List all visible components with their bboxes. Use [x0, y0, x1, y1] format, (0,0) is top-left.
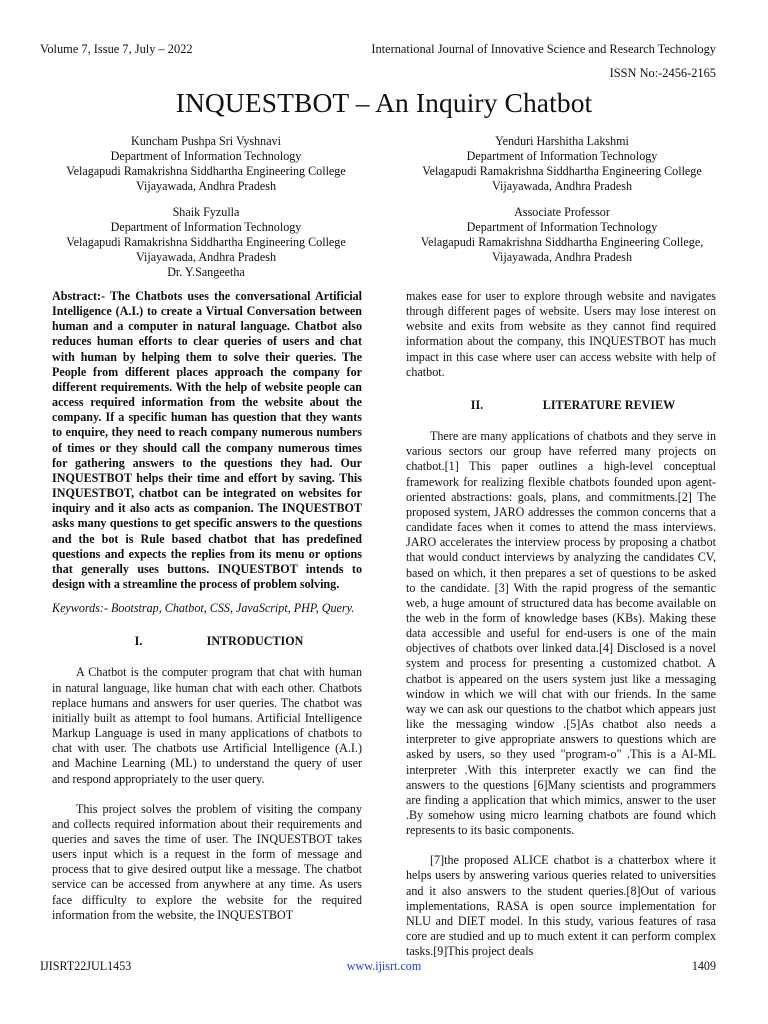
author-location: Vijayawada, Andhra Pradesh — [492, 250, 632, 265]
introduction-paragraph-2: This project solves the problem of visiting the company and collects required information about their requirements and queries and saves the time of user. The INQUESTBOT takes users input which is a request in the form of message and process that to give desired output like a message. The chatbot service can be accessed from anywhere at any time. As users face difficulty to explore the website for the required information from the website, the INQUESTBOT — [52, 801, 362, 922]
paper-title: INQUESTBOT – An Inquiry Chatbot — [175, 87, 593, 118]
left-column — [52, 289, 362, 923]
author-name: Kuncham Pushpa Sri Vyshnavi — [131, 134, 281, 148]
author-location: Vijayawada, Andhra Pradesh — [136, 250, 276, 265]
author-name: Yenduri Harshitha Lakshmi — [495, 134, 629, 148]
author-college: Velagapudi Ramakrishna Siddhartha Engineering College, — [420, 235, 704, 250]
author-name: Dr. Y.Sangeetha — [167, 265, 245, 280]
author-location: Vijayawada, Andhra Pradesh — [136, 179, 276, 194]
introduction-paragraph-1: A Chatbot is the computer program that chat with human in natural language, like human chat with each other. Chatbots replace humans and answers for user queries. The chatbot was initially built as attempt to fool humans. Artificial Intelligence Markup Language is used in many applications of chatbots to chat with user. The chatbots use Artificial Intelligence (A.I.) and Machine Learning (ML) to understand the query of user and respond appropriately to the user query. — [52, 665, 362, 786]
author-department: Department of Information Technology — [466, 149, 658, 164]
journal-volume: Volume 7, Issue 7, July – 2022 — [40, 42, 193, 56]
section-title: INTRODUCTION — [206, 634, 304, 649]
footer-paper-id: IJISRT22JUL1453 — [40, 959, 132, 973]
literature-paragraph-2: [7]the proposed ALICE chatbot is a chatterbox where it helps users by answering various queries related to universities and it also answers to the student queries.[8]Out of various implementations, RASA is open source implementation for NLU and DIET model. In this study, various features of rasa core are studied and up to much extent it can perform complex tasks.[9]This project deals — [406, 853, 716, 959]
author-block-4 — [392, 205, 732, 265]
footer-page-number: 1409 — [691, 959, 716, 973]
section-number: I. — [134, 634, 143, 649]
author-department: Department of Information Technology — [466, 220, 658, 235]
author-department: Department of Information Technology — [110, 149, 302, 164]
journal-name: International Journal of Innovative Science and Research Technology — [371, 42, 716, 56]
section-heading-introduction — [52, 634, 362, 649]
author-location: Vijayawada, Andhra Pradesh — [492, 179, 632, 194]
section-number: II. — [470, 397, 484, 412]
keywords: Keywords:- Bootstrap, Chatbot, CSS, JavaScript, PHP, Query. — [52, 601, 355, 616]
author-name: Shaik Fyzulla — [172, 205, 240, 219]
section-heading-literature-review — [406, 398, 716, 413]
abstract: Abstract:- The Chatbots uses the conversational Artificial Intelligence (A.I.) to create a Virtual Conversation between human and a computer in natural language. Chatbot also reduces human efforts to clear queries of users and chat with human by helping them to solve their queries. The People from different places approach the company for different requirements. With the help of website people can access required information from the website about the company. If a specific human has question that they wants to enquire, they need to reach company numerous numbers of times or they should call the company numerous times for gathering answers to the questions they had. Our INQUESTBOT helps their time and effort by saving. This INQUESTBOT, chatbot can be integrated on websites for inquiry and it also acts as companion. The INQUESTBOT asks many questions to get specific answers to the questions and the bot is Rule based chatbot that has predefined questions and expects the replies from its menu or options that generally uses buttons. INQUESTBOT intends to design with a streamline the process of problem solving. — [52, 289, 362, 591]
issn: ISSN No:-2456-2165 — [609, 66, 716, 80]
author-title: Associate Professor — [514, 205, 610, 219]
author-college: Velagapudi Ramakrishna Siddhartha Engineering College — [422, 164, 702, 179]
author-department: Department of Information Technology — [110, 220, 302, 235]
right-column — [406, 289, 716, 959]
author-college: Velagapudi Ramakrishna Siddhartha Engineering College — [66, 164, 346, 179]
introduction-continued: makes ease for user to explore through website and navigates through different pages of website. Users may lose interest on website and exits from website as they cannot find required information about the company, this INQUESTBOT has much impact in this case where user can access website with help of chatbot. — [406, 289, 716, 379]
author-block-2 — [392, 134, 732, 194]
author-block-1 — [36, 134, 376, 194]
footer-website-link[interactable]: www.ijisrt.com — [346, 959, 422, 973]
author-block-3 — [36, 205, 376, 280]
author-college: Velagapudi Ramakrishna Siddhartha Engineering College — [66, 235, 346, 250]
literature-paragraph-1: There are many applications of chatbots and they serve in various sectors our group have referred many projects on chatbot.[1] This paper outlines a high-level conceptual framework for realizing flexible chatbots founded upon agent-oriented abstractions: goals, plans, and commitments.[2] The proposed system, JARO addresses the common concerns that a candidate faces when it comes to attend the mass interviews. JARO accelerates the interview process by proposing a chatbot that would conduct interviews by analyzing the candidates CV, based on which, it then prepares a set of questions to be asked to the candidate. [3] With the rapid progress of the semantic web, a huge amount of structured data has become available on the web in the form of knowledge bases (KBs). Making these data accessible and useful for end-users is one of the main objectives of chatbots over linked data.[4] Disclosed is a novel system and process for presenting a customized chatbot. A chatbot is appeared on the users system just like a messaging window in which we will chat with our friends. In the same way we can ask our questions to the chatbot which appears just like the messaging window .[5]As chatbot also needs a interpreter to give appropriate answers to questions which are asked by users, so they used "program-o" .This is a AI-ML interpreter .With this interpreter exactly we can find the answers to the questions [6]Many scientists and programmers are finding a application that which mimics, answer to the user .By somehow using micro learning chatbots are found which represents to its basic components. — [406, 429, 716, 838]
section-title: LITERATURE REVIEW — [542, 397, 676, 412]
